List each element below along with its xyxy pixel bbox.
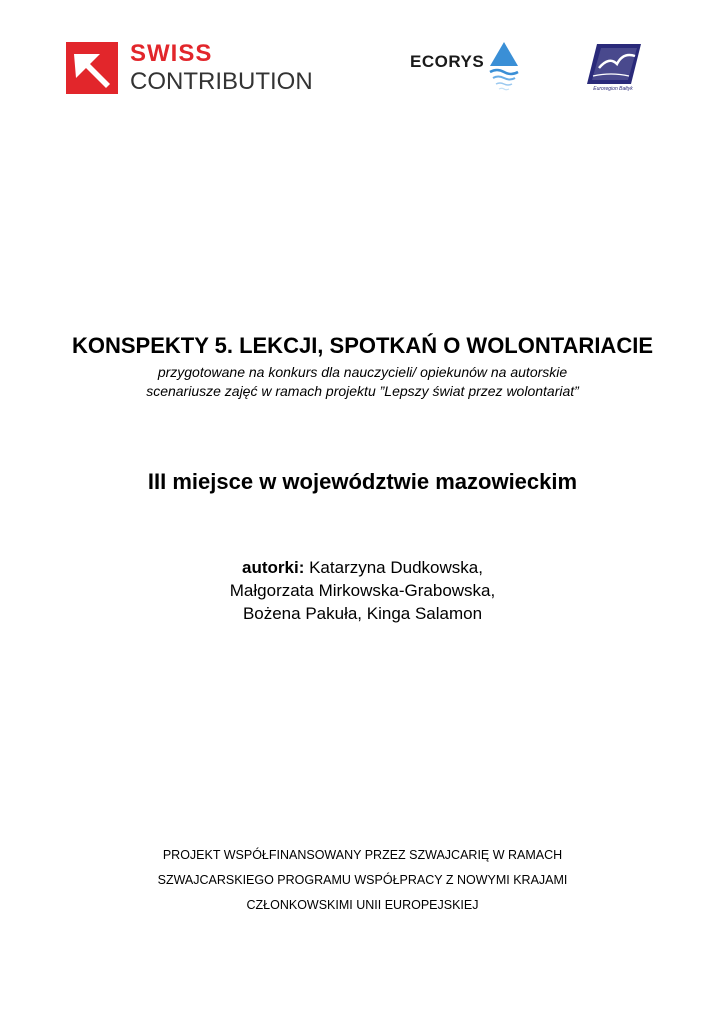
award-place-heading: III miejsce w województwie mazowieckim <box>147 469 578 494</box>
euroregion-seagull-icon <box>583 42 643 88</box>
footer-line-3: CZŁONKOWSKIMI UNII EUROPEJSKIEJ <box>246 898 479 912</box>
swiss-flag-icon <box>66 42 118 94</box>
swiss-contribution-logo <box>66 42 336 94</box>
ecorys-logo-text: ECORYS <box>410 52 485 71</box>
authors-line-3: Bożena Pakuła, Kinga Salamon <box>242 604 483 623</box>
swiss-logo-line1: SWISS <box>130 40 213 67</box>
document-title: KONSPEKTY 5. LEKCJI, SPOTKAŃ O WOLONTARIACIE <box>71 333 653 358</box>
authors-block <box>0 556 725 625</box>
ecorys-logo <box>410 42 522 94</box>
footer-line-2: SZWAJCARSKIEGO PROGRAMU WSPÓŁPRACY Z NOWYMI KRAJAMI <box>157 873 568 887</box>
euroregion-baltyk-logo <box>583 42 643 96</box>
footer-line-1: PROJEKT WSPÓŁFINANSOWANY PRZEZ SZWAJCARIĘ W RAMACH <box>162 848 563 862</box>
authors-line-2: Małgorzata Mirkowska-Grabowska, <box>229 581 496 600</box>
ecorys-triangle-icon <box>488 42 520 94</box>
authors-names-1: Katarzyna Dudkowska, <box>304 558 483 577</box>
logo-header <box>0 0 725 110</box>
subtitle-line-1: przygotowane na konkurs dla nauczycieli/ opiekunów na autorskie <box>157 364 568 380</box>
subtitle-line-2: scenariusze zajęć w ramach projektu ”Lepszy świat przez wolontariat” <box>146 383 579 399</box>
authors-label: autorki: <box>242 558 305 577</box>
funding-footer <box>0 843 725 918</box>
authors-line-1 <box>0 556 725 579</box>
swiss-logo-line2: CONTRIBUTION <box>130 68 313 95</box>
document-subtitle <box>60 363 665 401</box>
euroregion-caption: Euroregion Bałtyk <box>593 86 633 92</box>
